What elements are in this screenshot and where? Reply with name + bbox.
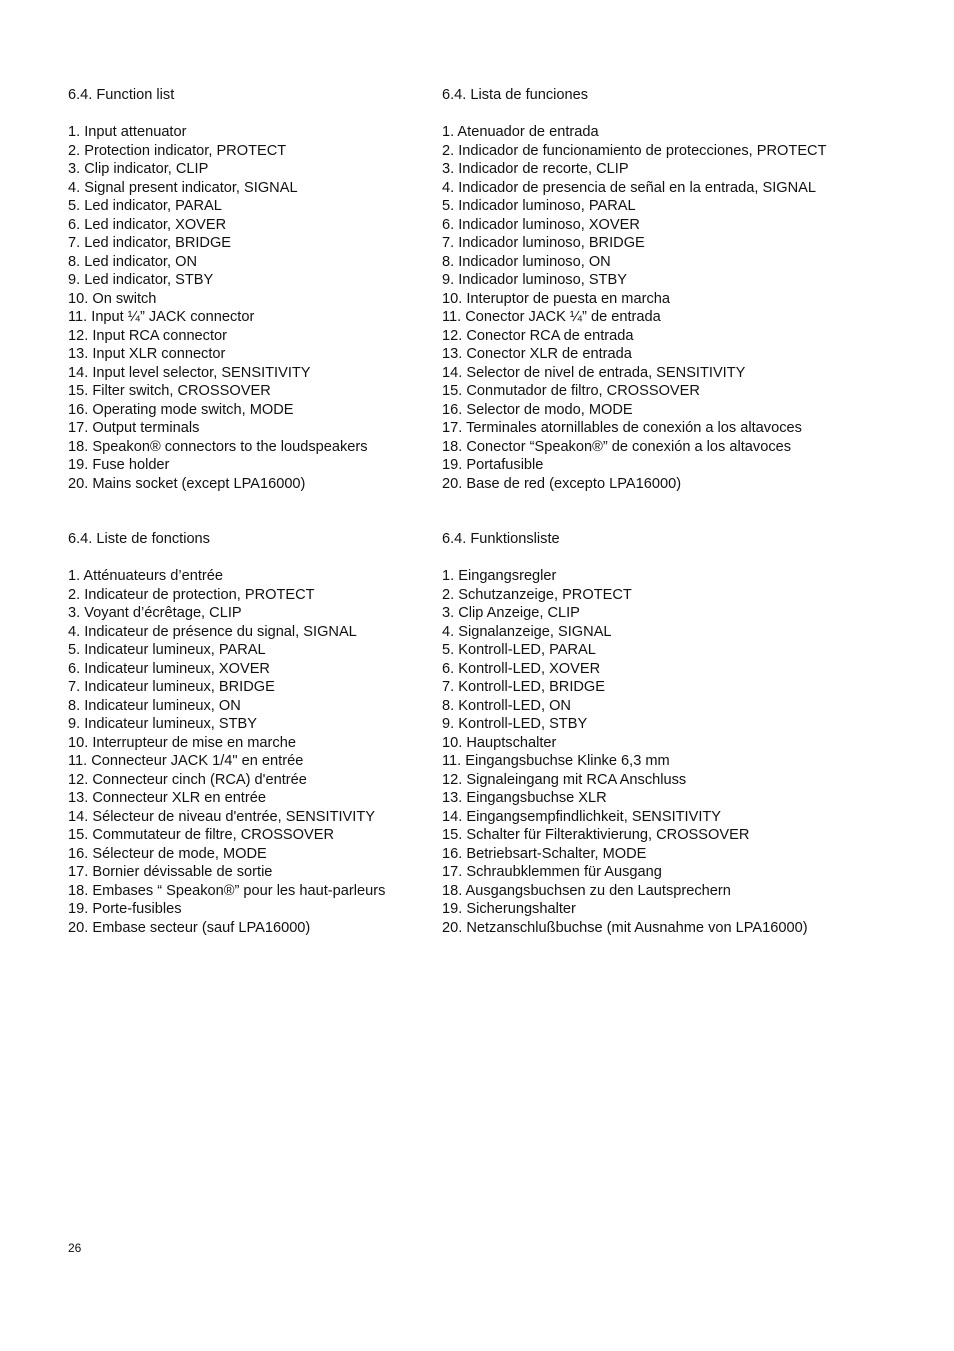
section-title: 6.4. Funktionsliste — [442, 531, 560, 547]
list-item: 17. Bornier dévissable de sortie — [68, 864, 273, 880]
list-item: 3. Clip indicator, CLIP — [68, 161, 209, 177]
list-item: 1. Atténuateurs d’entrée — [68, 568, 223, 584]
list-item: 16. Betriebsart-Schalter, MODE — [442, 845, 647, 862]
list-item: 8. Indicador luminoso, ON — [442, 253, 611, 270]
function-list-french — [68, 530, 488, 937]
list-item: 13. Eingangsbuchse XLR — [442, 790, 607, 806]
list-item: 11. Conector JACK ¼” de entrada — [442, 309, 661, 325]
list-item: 4. Signal present indicator, SIGNAL — [68, 179, 298, 196]
list-item: 17. Terminales atornillables de conexión a los altavoces — [442, 420, 802, 436]
list-item: 9. Indicador luminoso, STBY — [442, 272, 627, 288]
list-item: 4. Indicateur de présence du signal, SIGNAL — [68, 623, 357, 640]
list-item: 3. Clip Anzeige, CLIP — [442, 605, 580, 621]
list-item: 8. Indicateur lumineux, ON — [68, 697, 241, 714]
list-item: 20. Base de red (excepto LPA16000) — [442, 475, 682, 492]
function-list-german — [442, 530, 862, 937]
list-item: 17. Schraubklemmen für Ausgang — [442, 864, 662, 880]
list-item: 19. Fuse holder — [68, 457, 170, 473]
item-list — [68, 123, 488, 493]
list-item: 10. Interrupteur de mise en marche — [68, 734, 296, 751]
list-item: 17. Output terminals — [68, 420, 200, 436]
list-item: 13. Conector XLR de entrada — [442, 346, 632, 362]
list-item: 9. Kontroll-LED, STBY — [442, 716, 588, 732]
list-item: 18. Speakon® connectors to the loudspeakers — [68, 438, 368, 455]
list-item: 10. Hauptschalter — [442, 734, 557, 751]
list-item: 9. Led indicator, STBY — [68, 272, 214, 288]
list-item: 19. Porte-fusibles — [68, 901, 182, 917]
list-item: 15. Filter switch, CROSSOVER — [68, 383, 271, 399]
list-item: 12. Signaleingang mit RCA Anschluss — [442, 771, 687, 788]
list-item: 7. Led indicator, BRIDGE — [68, 235, 232, 251]
list-item: 7. Kontroll-LED, BRIDGE — [442, 679, 606, 695]
list-item: 2. Schutzanzeige, PROTECT — [442, 586, 632, 603]
list-item: 6. Kontroll-LED, XOVER — [442, 660, 601, 677]
section-title: 6.4. Function list — [68, 87, 175, 103]
list-item: 14. Eingangsempfindlichkeit, SENSITIVITY — [442, 808, 722, 825]
list-item: 9. Indicateur lumineux, STBY — [68, 716, 257, 732]
list-item: 11. Connecteur JACK 1/4" en entrée — [68, 753, 304, 769]
list-item: 3. Indicador de recorte, CLIP — [442, 161, 629, 177]
list-item: 18. Ausgangsbuchsen zu den Lautsprechern — [442, 882, 731, 899]
list-item: 18. Embases “ Speakon®” pour les haut-parleurs — [68, 882, 386, 899]
list-item: 4. Signalanzeige, SIGNAL — [442, 623, 612, 640]
list-item: 5. Led indicator, PARAL — [68, 198, 222, 214]
list-item: 12. Input RCA connector — [68, 327, 228, 344]
list-item: 13. Connecteur XLR en entrée — [68, 790, 266, 806]
list-item: 6. Indicador luminoso, XOVER — [442, 216, 640, 233]
list-item: 6. Indicateur lumineux, XOVER — [68, 660, 270, 677]
item-list — [442, 123, 862, 493]
list-item: 2. Protection indicator, PROTECT — [68, 142, 287, 159]
list-item: 18. Conector “Speakon®” de conexión a los altavoces — [442, 438, 792, 455]
list-item: 5. Indicador luminoso, PARAL — [442, 198, 636, 214]
function-list-spanish — [442, 86, 862, 493]
list-item: 12. Connecteur cinch (RCA) d'entrée — [68, 771, 307, 788]
list-item: 11. Input ¼” JACK connector — [68, 309, 255, 325]
list-item: 1. Atenuador de entrada — [442, 124, 599, 140]
list-item: 11. Eingangsbuchse Klinke 6,3 mm — [442, 753, 670, 769]
item-list — [442, 567, 862, 937]
list-item: 15. Conmutador de filtro, CROSSOVER — [442, 383, 700, 399]
list-item: 14. Selector de nivel de entrada, SENSITIVITY — [442, 364, 746, 381]
list-item: 3. Voyant d’écrêtage, CLIP — [68, 605, 242, 621]
list-item: 1. Input attenuator — [68, 124, 187, 140]
list-item: 20. Netzanschlußbuchse (mit Ausnahme von LPA16000) — [442, 919, 808, 936]
list-item: 12. Conector RCA de entrada — [442, 327, 634, 344]
section-title: 6.4. Liste de fonctions — [68, 531, 210, 547]
list-item: 19. Sicherungshalter — [442, 901, 576, 917]
list-item: 1. Eingangsregler — [442, 568, 557, 584]
list-item: 5. Kontroll-LED, PARAL — [442, 642, 596, 658]
list-item: 10. On switch — [68, 290, 157, 307]
list-item: 7. Indicador luminoso, BRIDGE — [442, 235, 645, 251]
list-item: 14. Input level selector, SENSITIVITY — [68, 364, 311, 381]
list-item: 2. Indicador de funcionamiento de protecciones, PROTECT — [442, 142, 827, 159]
list-item: 19. Portafusible — [442, 457, 544, 473]
list-item: 15. Schalter für Filteraktivierung, CROSSOVER — [442, 827, 750, 843]
list-item: 14. Sélecteur de niveau d'entrée, SENSITIVITY — [68, 808, 375, 825]
list-item: 8. Kontroll-LED, ON — [442, 697, 571, 714]
list-item: 2. Indicateur de protection, PROTECT — [68, 586, 315, 603]
list-item: 10. Interuptor de puesta en marcha — [442, 290, 670, 307]
page-number: 26 — [68, 1241, 82, 1255]
list-item: 16. Operating mode switch, MODE — [68, 401, 294, 418]
list-item: 20. Embase secteur (sauf LPA16000) — [68, 919, 311, 936]
list-item: 15. Commutateur de filtre, CROSSOVER — [68, 827, 335, 843]
section-title: 6.4. Lista de funciones — [442, 87, 589, 103]
list-item: 6. Led indicator, XOVER — [68, 216, 227, 233]
list-item: 7. Indicateur lumineux, BRIDGE — [68, 679, 275, 695]
list-item: 8. Led indicator, ON — [68, 253, 197, 270]
list-item: 16. Sélecteur de mode, MODE — [68, 845, 267, 862]
list-item: 20. Mains socket (except LPA16000) — [68, 475, 306, 492]
list-item: 16. Selector de modo, MODE — [442, 401, 633, 418]
list-item: 4. Indicador de presencia de señal en la entrada, SIGNAL — [442, 179, 817, 196]
list-item: 13. Input XLR connector — [68, 346, 226, 362]
item-list — [68, 567, 488, 937]
list-item: 5. Indicateur lumineux, PARAL — [68, 642, 266, 658]
function-list-english — [68, 86, 488, 493]
